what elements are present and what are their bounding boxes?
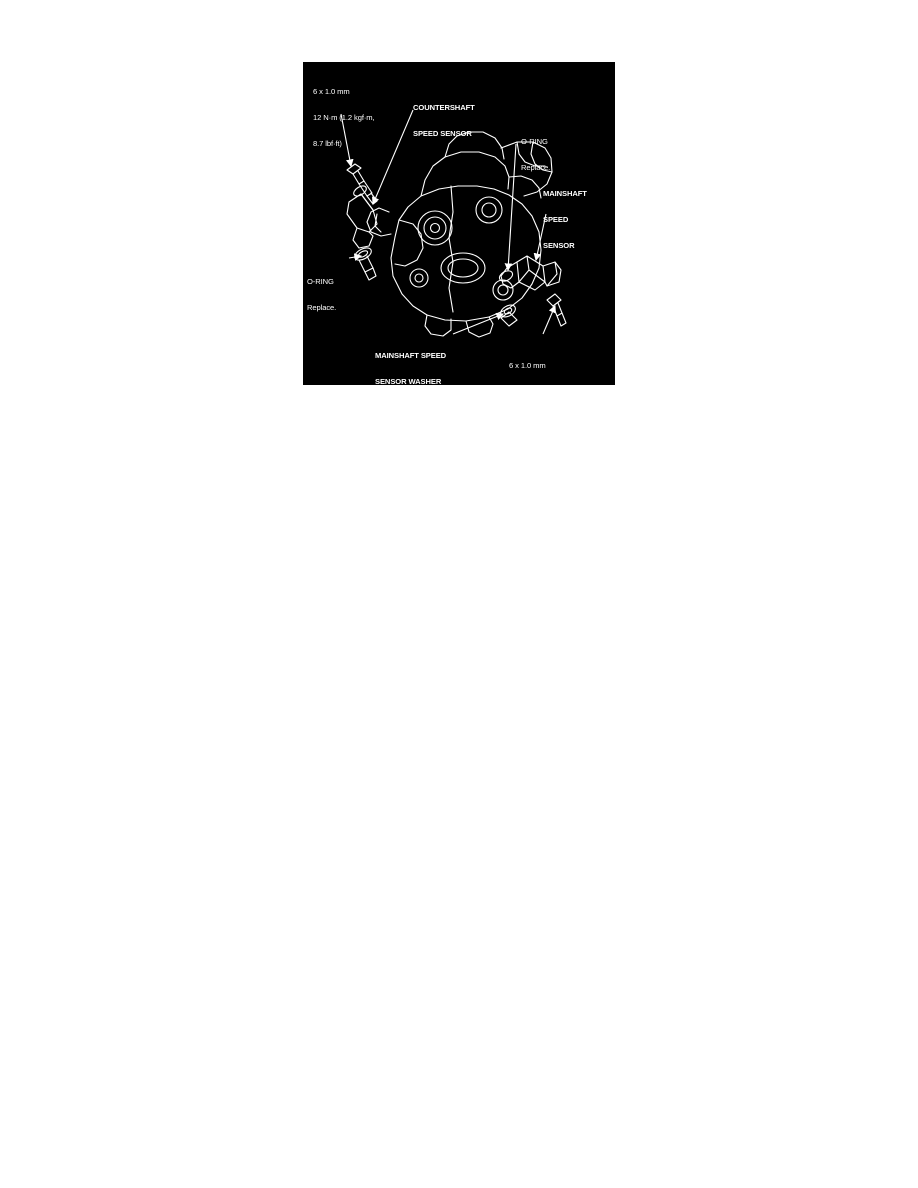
label-oring-right-line1: O-RING [521,136,548,146]
label-oring-left-line2: Replace. [307,302,337,312]
label-washer-line1: MAINSHAFT SPEED [375,350,447,360]
label-mainshaft-bolt-line3: 8.7 lbf·ft) [509,413,538,423]
label-mainshaft-bolt-line2: 12 N·m (1.2 kgf·m, [509,386,571,396]
label-countershaft-bolt-line1: 6 x 1.0 mm [313,86,350,96]
label-washer-line3: (D16Y7 engine) [375,403,429,413]
label-mainshaft-speed-sensor-washer [375,334,446,431]
leader-countershaft-sensor [373,110,413,204]
label-mainshaft-bolt [509,344,571,441]
label-countershaft-bolt-line2: 12 N·m (1.2 kgf·m, [313,112,375,122]
leader-mainshaft-bolt [543,306,555,334]
label-washer-line2: SENSOR WASHER [375,376,442,386]
label-mainshaft-speed-sensor [543,172,587,269]
leader-oring-left [349,256,361,258]
leader-washer [453,314,503,334]
transmission-speed-sensor-diagram [303,62,615,423]
label-countershaft-bolt [313,70,375,167]
label-mainshaft-speed-sensor-line2: SPEED [543,214,569,224]
label-mainshaft-speed-sensor-line1: MAINSHAFT [543,188,587,198]
label-countershaft-speed-sensor-line1: COUNTERSHAFT [413,102,475,112]
label-countershaft-speed-sensor [413,86,475,156]
label-oring-right-line2: Replace. [521,162,551,172]
label-countershaft-bolt-line3: 8.7 lbf·ft) [313,139,342,149]
label-mainshaft-bolt-line1: 6 x 1.0 mm [509,360,546,370]
label-oring-left [307,260,336,330]
label-countershaft-speed-sensor-line2: SPEED SENSOR [413,128,472,138]
label-oring-left-line1: O-RING [307,276,334,286]
label-mainshaft-speed-sensor-line3: SENSOR [543,241,575,251]
leader-oring-right [508,144,516,270]
